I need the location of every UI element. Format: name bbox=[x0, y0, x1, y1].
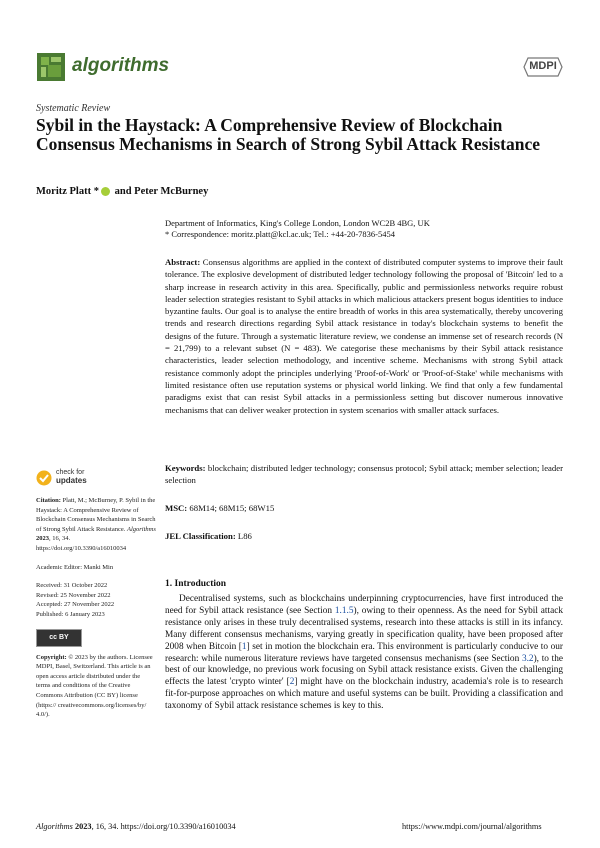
footer-journal: Algorithms bbox=[36, 822, 73, 831]
copyright-label: Copyright: bbox=[36, 653, 67, 661]
intro-text-5: ] might have on the blockchain industry, academia's role is to research fit-for-purpose approaches on which mature and useful systems can be built. Providing a classification and taxonomy of Sybil attack resistance schemes is key to this. bbox=[165, 677, 563, 712]
author-2[interactable]: and Peter McBurney bbox=[114, 186, 209, 197]
affiliation: Department of Informatics, King's College London, London WC2B 4BG, UK bbox=[165, 218, 430, 228]
received-date: Received: 31 October 2022 bbox=[36, 582, 108, 590]
footer-citation bbox=[36, 822, 236, 831]
jel-text: L86 bbox=[237, 531, 252, 541]
abstract-text: Consensus algorithms are applied in the context of distributed computer systems to improve their fault tolerance. The explosive development of distributed ledger technology following the proposal of 'Bitcoin' led to a sharp increase in research activity in this area. Specifically, public and permissionless networks require robust leader selection strategies resistant to Sybil attacks in which malicious attackers present bogus identities to induce byzantine faults. Our goal is to analyse the entire breadth of works in this area systematically, thereby uncovering trends and research directions regarding Sybil attack resistance in today's blockchain systems to benefit the designs of the future. Through a systematic literature review, we condense an immense set of research records (N = 21,799) to a relevant subset (N = 483). We categorise these mechanisms by their Sybil attack resistance characteristics, leader selection methodology, and incentive scheme. Mechanisms with strong Sybil attack resistance commonly adopt the principles underlying 'Proof-of-Work' or 'Proof-of-Stake' while mechanisms with limited resistance often use reputation systems or physical world linking. We find that only a few fundamental paradigms exist that can resist Sybil attacks in a permissionless setting but discover numerous innovative mechanisms that can deliver weaker protection in system scenarios with smaller attack surfaces. bbox=[165, 257, 564, 415]
journal-name: algorithms bbox=[72, 55, 170, 76]
citation-link[interactable]: 2 bbox=[289, 677, 295, 688]
sidebar bbox=[36, 469, 156, 720]
section-link[interactable]: 3.2 bbox=[521, 653, 534, 664]
footer-doi[interactable]: , 16, 34. https://doi.org/10.3390/a16010034 bbox=[91, 822, 236, 831]
jel-codes bbox=[165, 531, 252, 541]
cc-by-badge[interactable] bbox=[36, 629, 82, 647]
intro-text-3: ] set in motion the blockchain era. This environment is particularly conducive to our research: while numerous literature reviews have targeted consensus mechanisms (see Section bbox=[165, 641, 563, 664]
msc-codes bbox=[165, 503, 274, 513]
footer-url[interactable]: https://www.mdpi.com/journal/algorithms bbox=[402, 822, 542, 831]
footer-year: 2023 bbox=[74, 822, 92, 831]
keywords bbox=[165, 462, 563, 487]
msc-label: MSC: bbox=[165, 503, 188, 513]
check-line2: updates bbox=[56, 476, 87, 485]
check-updates-text bbox=[56, 469, 87, 486]
section-link[interactable]: 1.1.5 bbox=[334, 605, 354, 616]
msc-text: 68M14; 68M15; 68W15 bbox=[189, 503, 275, 513]
revised-date: Revised: 25 November 2022 bbox=[36, 591, 111, 599]
editor: Academic Editor: Manki Min bbox=[36, 563, 114, 571]
correspondence: * Correspondence: moritz.platt@kcl.ac.uk; Tel.: +44-20-7836-5454 bbox=[165, 229, 395, 239]
orcid-icon[interactable] bbox=[101, 187, 110, 196]
journal-logo-icon bbox=[37, 53, 65, 81]
citation-block bbox=[36, 496, 156, 554]
citation-link[interactable]: 1 bbox=[241, 641, 247, 652]
published-date: Published: 6 January 2023 bbox=[36, 610, 105, 618]
mdpi-text: MDPI bbox=[529, 60, 557, 72]
citation-text: Platt, M.; McBurney, P. Sybil in the Haystack: A Comprehensive Review of Blockchain Consensus Mechanisms in Search of Strong Sybil Attack Resistance. bbox=[36, 497, 156, 533]
affiliation-block bbox=[165, 218, 565, 240]
check-updates-button[interactable] bbox=[36, 469, 156, 486]
author-list bbox=[36, 186, 208, 197]
intro-paragraph bbox=[165, 594, 563, 713]
check-line1: check for bbox=[56, 469, 85, 476]
keywords-label: Keywords: bbox=[165, 463, 206, 473]
intro-text-1: Decentralised systems, such as blockchains underpinning cryptocurrencies, have first introduced the need for Sybil attack resistance (see Section bbox=[165, 594, 563, 616]
dates-block bbox=[36, 581, 156, 619]
jel-label: JEL Classification: bbox=[165, 531, 236, 541]
article-type: Systematic Review bbox=[36, 103, 111, 114]
section-heading: 1. Introduction bbox=[165, 579, 227, 589]
intro-text-2: ), owing to their openness. As the need for Sybil attack resistance only arises in these truly decentralised systems, research into these attacks is still in its infancy. Many different consensus mechanisms, varying greatly in specification quality, have been proposed after 2008 when Bitcoin [ bbox=[165, 605, 563, 652]
citation-journal: Algorithms bbox=[127, 525, 156, 533]
abstract bbox=[165, 256, 563, 416]
citation-rest[interactable]: , 16, 34. https://doi.org/10.3390/a16010034 bbox=[36, 535, 127, 552]
intro-text-4: ), to the best of our knowledge, no previous work focusing on Sybil attack resistance exists. Given the challenging effects the latest 'crypto winter' [ bbox=[165, 653, 563, 688]
accepted-date: Accepted: 27 November 2022 bbox=[36, 601, 115, 609]
check-updates-icon bbox=[36, 470, 52, 486]
citation-year: 2023 bbox=[36, 535, 49, 543]
keywords-text: blockchain; distributed ledger technology; consensus protocol; Sybil attack; member selection; leader selection bbox=[165, 463, 564, 486]
copyright-block bbox=[36, 653, 156, 720]
author-1[interactable]: Moritz Platt * bbox=[36, 186, 99, 197]
abstract-label: Abstract: bbox=[165, 257, 201, 267]
citation-label: Citation: bbox=[36, 497, 61, 504]
mdpi-logo bbox=[522, 56, 564, 78]
copyright-text: © 2023 by the authors. Licensee MDPI, Basel, Switzerland. This article is an open access article distributed under the terms and conditions of the Creative Commons Attribution (CC BY) license (https:// creativecommons.org/licenses/by/ 4.0/). bbox=[36, 653, 153, 719]
article-title: Sybil in the Haystack: A Comprehensive Review of Blockchain Consensus Mechanisms in Search of Strong Sybil Attack Resistance bbox=[36, 115, 540, 154]
cc-by-text: cc BY bbox=[49, 633, 69, 641]
